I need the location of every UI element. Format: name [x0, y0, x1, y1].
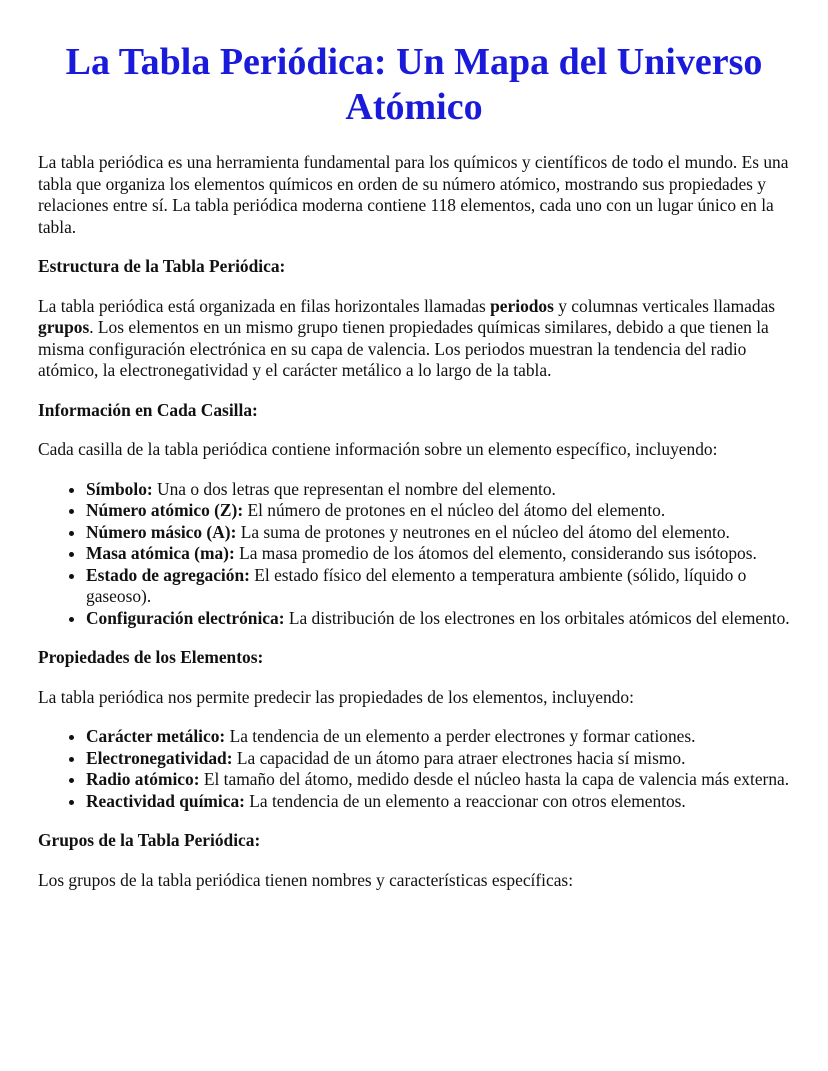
list-item-desc: El tamaño del átomo, medido desde el núcleo hasta la capa de valencia más externa. [199, 769, 790, 789]
informacion-intro: Cada casilla de la tabla periódica contiene información sobre un elemento específico, incluyendo: [38, 439, 718, 459]
list-item [86, 543, 790, 565]
list-item-desc: La distribución de los electrones en los orbitales atómicos del elemento. [284, 607, 790, 628]
list-item-desc: La tendencia de un elemento a perder electrones y formar cationes. [225, 726, 696, 746]
section-heading-informacion: Información en Cada Casilla: [38, 399, 258, 420]
list-item [86, 479, 790, 501]
list-item [86, 565, 790, 608]
grupos-intro: Los grupos de la tabla periódica tienen nombres y características específicas: [38, 869, 574, 890]
page-title: La Tabla Periódica: Un Mapa del Universo Atómico [65, 41, 763, 128]
list-item-term: Símbolo: [86, 478, 153, 499]
list-item-term: Número atómico (Z): [86, 500, 244, 520]
informacion-list [38, 479, 790, 630]
list-item [86, 608, 790, 630]
list-item-term: Estado de agregación: [86, 564, 250, 585]
list-item-desc: La masa promedio de los átomos del elemento, considerando sus isótopos. [234, 543, 757, 563]
estructura-text-3: . Los elementos en un mismo grupo tienen propiedades químicas similares, debido a que tienen la misma configuración electrónica en su capa de valencia. Los periodos muestran la tendencia del radio atómico, la electronegatividad y el carácter metálico a lo largo de la tabla. [38, 317, 769, 380]
list-item [86, 769, 790, 791]
list-item-desc: El estado físico del elemento a temperatura ambiente (sólido, líquido o gaseoso). [86, 564, 747, 606]
list-item-term: Configuración electrónica: [86, 607, 285, 628]
list-item-desc: La tendencia de un elemento a reaccionar con otros elementos. [244, 790, 686, 811]
section-heading-propiedades: Propiedades de los Elementos: [38, 647, 264, 667]
section-heading-grupos: Grupos de la Tabla Periódica: [38, 830, 261, 850]
list-item-desc: El número de protones en el núcleo del átomo del elemento. [243, 500, 666, 520]
list-item-term: Masa atómica (ma): [86, 543, 235, 563]
section-heading-estructura: Estructura de la Tabla Periódica: [38, 256, 286, 276]
estructura-text-1: La tabla periódica está organizada en filas horizontales llamadas [38, 295, 491, 316]
estructura-paragraph [38, 296, 790, 382]
list-item [86, 748, 790, 770]
intro-paragraph: La tabla periódica es una herramienta fundamental para los químicos y científicos de todo el mundo. Es una tabla que organiza los elementos químicos en orden de su número atómico, mostrando sus propiedades y relaciones entre sí. La tabla periódica moderna contiene 118 elementos, cada uno con un lugar único en la tabla. [38, 152, 789, 237]
estructura-bold-periodos: periodos [490, 295, 554, 316]
list-item-term: Electronegatividad: [86, 747, 233, 768]
list-item-term: Número másico (A): [86, 521, 237, 542]
estructura-bold-grupos: grupos [38, 317, 90, 337]
propiedades-list [38, 726, 790, 812]
list-item-desc: La suma de protones y neutrones en el núcleo del átomo del elemento. [236, 521, 730, 542]
list-item-term: Reactividad química: [86, 790, 245, 811]
list-item [86, 500, 790, 522]
propiedades-intro: La tabla periódica nos permite predecir las propiedades de los elementos, incluyendo: [38, 686, 634, 707]
estructura-text-2: y columnas verticales llamadas [553, 295, 776, 316]
list-item-term: Radio atómico: [86, 769, 200, 789]
list-item-term: Carácter metálico: [86, 726, 226, 746]
list-item [86, 791, 790, 813]
list-item [86, 522, 790, 544]
list-item [86, 726, 790, 748]
list-item-desc: Una o dos letras que representan el nombre del elemento. [152, 478, 556, 499]
list-item-desc: La capacidad de un átomo para atraer electrones hacia sí mismo. [232, 747, 686, 768]
